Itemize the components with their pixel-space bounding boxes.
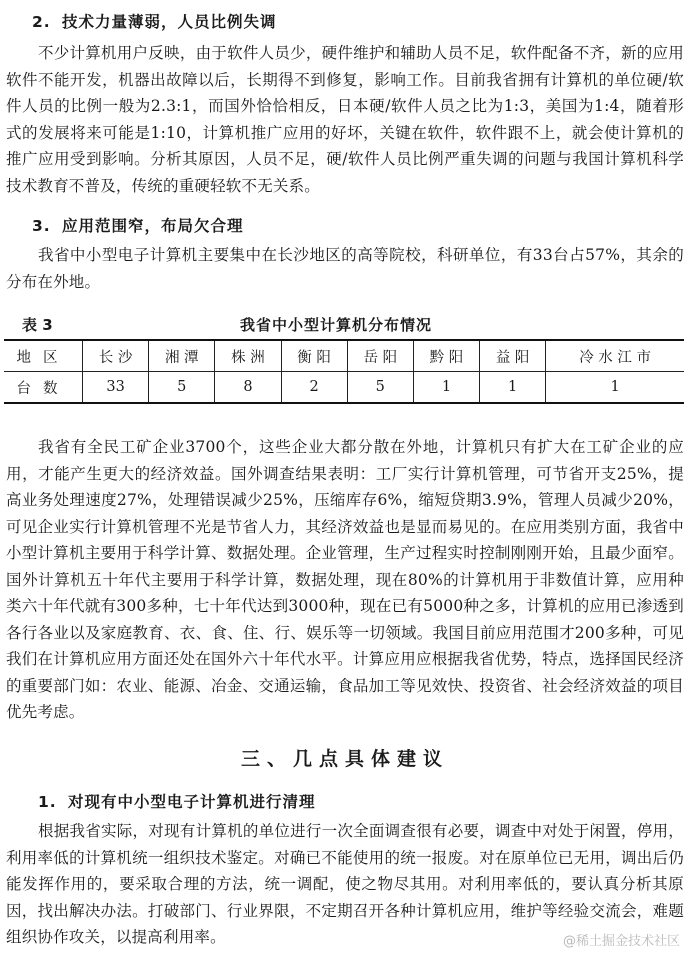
count-cell: 1 [546, 372, 684, 404]
row-header-count: 台数 [16, 380, 70, 397]
section-2-heading [32, 10, 277, 32]
table-label: 表 3 [22, 316, 53, 334]
table-caption: 我省中小型计算机分布情况 [240, 316, 433, 334]
section-number: 1. [38, 793, 57, 811]
region-cell: 益 阳 [480, 340, 546, 372]
subsection-1-paragraph: 根据我省实际，对现有计算机的单位进行一次全面调查很有必要，调查中对处于闲置，停用，利用率低的计算机统一组织技术鉴定。对确已不能使用的统一报废。对在原单位已无用，调出后仍能发挥作用的，要采取合理的方法，统一调配，使之物尽其用。对利用率低的，要认真分析其原因，找出解决办法。打破部门、行业界限，不定期召开各种计算机应用，维护等经验交流会，难题组织协作攻关，以提高利用率。 [6, 822, 684, 946]
row-header-region: 地区 [4, 340, 83, 372]
count-cell: 5 [347, 372, 413, 404]
region-cell: 株 洲 [215, 340, 281, 372]
section-3-paragraph: 我省中小型电子计算机主要集中在长沙地区的高等院校，科研单位，有33台占57%，其余的分布在外地。 [6, 246, 684, 291]
distribution-table [4, 339, 684, 404]
section-3-heading [32, 214, 244, 236]
region-cell: 湘 潭 [149, 340, 215, 372]
region-cell: 岳 阳 [347, 340, 413, 372]
section-title: 应用范围窄，布局欠合理 [62, 217, 244, 235]
count-cell: 5 [149, 372, 215, 404]
region-cell: 冷 水 江 市 [546, 340, 684, 372]
subsection-1-heading [38, 790, 316, 812]
count-cell: 8 [215, 372, 281, 404]
chapter-3-heading: 三、几点具体建议 [240, 748, 449, 770]
table-row [4, 372, 684, 404]
paragraph-after-table: 我省有全民工矿企业3700个，这些企业大都分散在外地，计算机只有扩大在工矿企业的应用，才能产生更大的经济效益。国外调查结果表明：工厂实行计算机管理，可节省开支25%，提高业务处理速度27%，处理错误减少25%，压缩库存6%，缩短贷期3.9%，管理人员减少20%，可见企业实行计算机管理不光是节省人力，其经济效益也是显而易见的。在应用类别方面，我省中小型计算机主要用于科学计算、数据处理。企业管理，生产过程实时控制刚刚开始，且最少面窄。国外计算机五十年代主要用于科学计算，数据处理，现在80%的计算机用于非数值计算，应用种类六十年代就有300多种，七十年代达到3000种，现在已有5000种之多，计算机的应用已渗透到各行各业以及家庭教育、衣、食、住、行、娱乐等一切领域。我国目前应用范围才200多种，可见我们在计算机应用方面还处在国外六十年代水平。计算应用应根据我省优势，特点，选择国民经济的重要部门如：农业、能源、冶金、交通运输，食品加工等见效快、投资省、社会经济效益的项目优先考虑。 [6, 438, 684, 721]
count-cell: 2 [281, 372, 347, 404]
section-number: 2. [32, 13, 51, 31]
region-cell: 衡 阳 [281, 340, 347, 372]
count-cell: 1 [413, 372, 479, 404]
count-cell: 1 [480, 372, 546, 404]
section-2-paragraph: 不少计算机用户反映，由于软件人员少，硬件维护和辅助人员不足，软件配备不齐，新的应用软件不能开发，机器出故障以后，长期得不到修复，影响工作。目前我省拥有计算机的单位硬/软件人员的比例一般为2.3:1，而国外恰恰相反，日本硬/软件人员之比为1:3，美国为1:4，随着形式的发展将来可能是1:10，计算机推广应用的好坏，关键在软件，软件跟不上，就会使计算机的推广应用受到影响。分析其原因，人员不足，硬/软件人员比例严重失调的问题与我国计算机科学技术教育不普及，传统的重硬轻软不无关系。 [6, 44, 684, 195]
section-title: 对现有中小型电子计算机进行清理 [68, 793, 316, 811]
region-cell: 长 沙 [83, 340, 149, 372]
section-title: 技术力量薄弱，人员比例失调 [62, 13, 277, 31]
region-cell: 黔 阳 [413, 340, 479, 372]
count-cell: 33 [83, 372, 149, 404]
section-number: 3. [32, 217, 51, 235]
watermark: @稀土掘金技术社区 [562, 934, 680, 949]
table-row [4, 340, 684, 372]
